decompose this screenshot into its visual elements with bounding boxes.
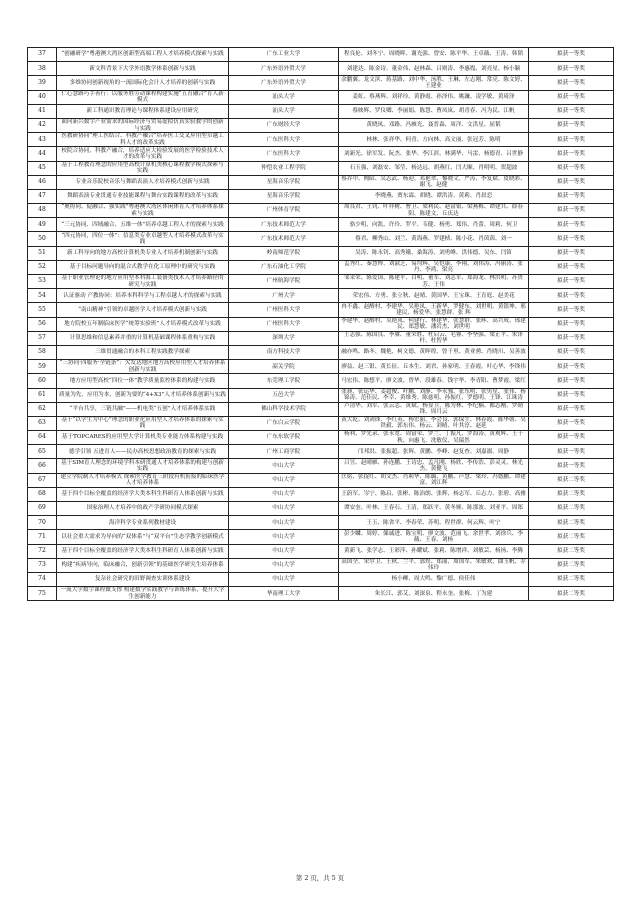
team-members: 王玉、陈省平、李春荣、苏明、程世群、何云辉、叶宁: [339, 516, 529, 530]
table-row: [28, 118, 614, 132]
table-row: [28, 587, 614, 601]
team-members: 黄晓凤、邓路、冯雁光、聂普森、周洋、文洪星、屈韬: [339, 118, 529, 132]
row-number: 70: [28, 516, 57, 530]
row-number: 66: [28, 459, 57, 473]
team-members: 石玉强、刘磊安、邹莹、杨达远、胡燕红、闫大顺、肖明明、贺超波: [339, 161, 529, 175]
row-number: 41: [28, 104, 57, 118]
row-number: 48: [28, 204, 57, 218]
award-level: 拟获一等奖: [529, 62, 614, 76]
table-row: [28, 416, 614, 430]
row-number: 68: [28, 487, 57, 501]
university: 广东工业大学: [229, 48, 339, 62]
team-members: 周良君、王钊、叶祥树、曹卫、梁利民、赵富银、梁燕梅、谭建共、薛春阳、陈建文、丘庆达: [339, 204, 529, 218]
table-row: [28, 530, 614, 544]
project-title: 构建“疾病导向，临床融合，创新引领”的基础医学研究生培养体系: [57, 558, 229, 572]
university: 中山大学: [229, 487, 339, 501]
project-title: 舞蹈表演专业贯通专业技能课程与舞台实践课程的改革与实践: [57, 189, 229, 203]
row-number: 75: [28, 587, 57, 601]
row-number: 61: [28, 388, 57, 402]
row-number: 60: [28, 374, 57, 388]
team-members: 蔡映辉、罗仪卿、李丽娟、陈慧、曹凤岚、胡青春、冯为民、江帆: [339, 104, 529, 118]
award-level: 拟获一等奖: [529, 189, 614, 203]
row-number: 51: [28, 246, 57, 260]
university: 广州医科大学: [229, 303, 339, 317]
university: 广州医科大学: [229, 317, 339, 331]
university: 广州大学: [229, 289, 339, 303]
award-level: 拟获二等奖: [529, 544, 614, 558]
team-members: 冉不鑫、赵醒村、李建华、吴艳凤、王新华、罗健东、刘世明、黄银坤、邢建民、杨爱华、张慧群、张 辉: [339, 303, 529, 317]
row-number: 46: [28, 175, 57, 189]
award-level: 拟获一等奖: [529, 104, 614, 118]
team-members: 李建华、赵醒村、吴艳凤、何建行、林建华、张慧群、张辉、高兴成、邢建民、郑慧敏、潘岩杰、刘世明: [339, 317, 529, 331]
university: 深圳大学: [229, 331, 339, 345]
row-number: 43: [28, 133, 57, 147]
row-number: 64: [28, 431, 57, 445]
team-members: 黄新飞、张学志、王彩萍、孙耀斌、张莉、陈增祥、刘敏芸、杨扬、李腾: [339, 544, 529, 558]
award-level: 拟获一等奖: [529, 416, 614, 430]
table-row: [28, 218, 614, 232]
university: 广东财经大学: [229, 118, 339, 132]
award-level: 拟获一等奖: [529, 76, 614, 90]
project-title: “四元协同，四位一体”：信息类专业卓越型人才培养模式改革与实践: [57, 232, 229, 246]
project-title: 基于“以学生为中心”理念的职业化应用型人才培养体系的探索与实践: [57, 416, 229, 430]
team-members: 吴涛、陈永钊、高秀娥、桑海涛、刘勇峰、洪伟德、吴东、闫笛: [339, 246, 529, 260]
university: 汕头大学: [229, 104, 339, 118]
team-members: 程良伦、刘冬宁、周晓晖、谢光强、曾安、陈平华、王卓薇、王涛、韩韬: [339, 48, 529, 62]
row-number: 74: [28, 572, 57, 586]
team-members: 彭少麟、周婷、储诚进、陈宝明、廖文波、范丽飞、余世孝、刘徐兵、李薇、王春、刘杨: [339, 530, 529, 544]
team-members: 林林、张祥华、何青、方向林、高文丽、张冠芳、陈明: [339, 133, 529, 147]
table-row: [28, 90, 614, 104]
project-title: 复杂社会研究的田野调查实训体系建设: [57, 572, 229, 586]
awards-table: [27, 47, 614, 601]
team-members: 卢清华、刘军、张云志、黄斌、杨显卫、陈为林、李纪楠、都志刚、罗勋锋、周月云: [339, 402, 529, 416]
table-row: [28, 502, 614, 516]
project-title: 建立学院制人才培养模式 探索医学教育三阶段有机衔接的临床医学人才培养体系: [57, 473, 229, 487]
award-level: 拟获二等奖: [529, 572, 614, 586]
project-title: “三协同·四服务·全链条”：欠发达地区地方高校应用型人才培养体系创新与实践: [57, 360, 229, 374]
team-members: 谭安奎、叶林、王春石、王清、郑跃平、黄冬娅、陈那波、刘亚平、周郑: [339, 502, 529, 516]
table-row: [28, 431, 614, 445]
university: 南方科技大学: [229, 345, 339, 359]
table-row: [28, 558, 614, 572]
university: 广东医科大学: [229, 133, 339, 147]
award-level: 拟获一等奖: [529, 204, 614, 218]
award-level: 拟获一等奖: [529, 232, 614, 246]
project-title: 计算思维和信息素养并重的计算机基础课程体系重构与实践: [57, 331, 229, 345]
award-level: 拟获一等奖: [529, 345, 614, 359]
award-level: 拟获一等奖: [529, 331, 614, 345]
table-row: [28, 104, 614, 118]
table-row: [28, 161, 614, 175]
table-row: [28, 473, 614, 487]
award-level: 拟获一等奖: [529, 118, 614, 132]
project-title: 以社会重大需求为导向的“双体系”与“双平台”生态学教学创新模式: [57, 530, 229, 544]
table-row: [28, 232, 614, 246]
university: 仲恺农业工程学院: [229, 161, 339, 175]
project-title: 基于四个目标全覆盖的经济学大类本科生科研育人体系创新与实践: [57, 487, 229, 501]
project-title: “平台共享，三链共融”——机电类“五创”人才培养体系实践: [57, 402, 229, 416]
team-members: 骆少明、向凯、许玲、罗平、韦健、杨勇、郑伟、肖蕾、周莉、何卫: [339, 218, 529, 232]
university: 广东外语外贸大学: [229, 76, 339, 90]
row-number: 50: [28, 232, 57, 246]
university: 中山大学: [229, 473, 339, 487]
project-title: 基于目标问题导向的混合式教学在化工原理中的研究与实践: [57, 260, 229, 274]
university: 广东医科大学: [229, 147, 339, 161]
table-row: [28, 189, 614, 203]
project-title: 认证驱动 产教协同：培养本科科学与工程卓越人才的探索与实践: [57, 289, 229, 303]
award-level: 拟获一等奖: [529, 48, 614, 62]
table-row: [28, 445, 614, 459]
team-members: 邝邦洪、张振超、张辉、黄鹏、李峰、赵复查、刘嘉溺、周静: [339, 445, 529, 459]
table-row: [28, 317, 614, 331]
award-level: 拟获二等奖: [529, 487, 614, 501]
award-level: 拟获一等奖: [529, 275, 614, 289]
team-members: 匡铭、张捉红、胡文杰、肖莉华、陈璐、黄鹏、芦慧、梁玲、冯德鹏、谭建富、刘江辉: [339, 473, 529, 487]
award-level: 拟获一等奖: [529, 147, 614, 161]
project-title: 地方应用型高校“四位一体”教学质量监控体系的构建与实践: [57, 374, 229, 388]
project-title: 基于SIM育人理念的环境学科本研贯通人才培养体系的构建与创新实践: [57, 459, 229, 473]
row-number: 54: [28, 289, 57, 303]
university: 广东技术师范大学: [229, 232, 339, 246]
university: 中山大学: [229, 558, 339, 572]
university: 广东技术师范大学: [229, 218, 339, 232]
project-title: 基于TOPCARES的应用型大学计算机类专业能力体系构建与实践: [57, 431, 229, 445]
award-level: 拟获一等奖: [529, 459, 614, 473]
table-row: [28, 275, 614, 289]
project-title: 校院合协同，科教产融合，培养适应大检验发展的医学检验技术人才的改革与实践: [57, 147, 229, 161]
team-members: 余鹏翼、龙文滨、蒋基路、刘中华、汤胜、王琳、左志刚、常亮、陈文婷、王建业: [339, 76, 529, 90]
university: 五邑大学: [229, 388, 339, 402]
university: 汕头大学: [229, 90, 339, 104]
row-number: 49: [28, 218, 57, 232]
project-title: “三元协同、四域融合、五维一体”培养卓越工程人才的探索与实践: [57, 218, 229, 232]
award-level: 拟获二等奖: [529, 530, 614, 544]
team-members: 蔡乔中、陶昭、吴志武、杨迎、邓艳翠、黎晓文、严涛、李复斌、皮晓彩、谢飞、赵健: [339, 175, 529, 189]
row-number: 71: [28, 530, 57, 544]
award-level: 拟获一等奖: [529, 246, 614, 260]
team-members: 杨小柳、周大鸣、黎广德、侯佳伟: [339, 572, 529, 586]
project-title: 地方院校五年制临床医学“统筹实验班”人才培养模式改革与实践: [57, 317, 229, 331]
row-number: 39: [28, 76, 57, 90]
row-number: 37: [28, 48, 57, 62]
award-level: 拟获一等奖: [529, 374, 614, 388]
row-number: 62: [28, 402, 57, 416]
table-row: [28, 572, 614, 586]
team-members: 朱长江、郭艾、刘深泉、程永奎、张梅、丁为建: [339, 587, 529, 601]
award-level: 拟获一等奖: [529, 260, 614, 274]
table-row: [28, 303, 614, 317]
project-title: 医教研协同“理工医结合、科教产融合”培养医工交叉应用型卓越工科人才的改革实践: [57, 133, 229, 147]
university: 中山大学: [229, 544, 339, 558]
award-level: 拟获一等奖: [529, 90, 614, 104]
project-title: “创融研学”粤港澳大湾区创新型高端工程人才培养模式探索与实践: [57, 48, 229, 62]
row-number: 47: [28, 189, 57, 203]
award-level: 拟获二等奖: [529, 516, 614, 530]
project-title: 基于职业管理论的地方应用型本科海工装备类技术人才培养路径的研究与实践: [57, 275, 229, 289]
project-title: 三维贯通融合的本科工程实践教学探索: [57, 345, 229, 359]
table-row: [28, 289, 614, 303]
team-members: 刘建达、陈金诗、董金伟、赵林森、吕则涛、李惠胤、刘亮星、杨小颖: [339, 62, 529, 76]
project-title: 面向新兴数字产业需求的国际经济与贸易虚拟仿真实验教学的创新与实践: [57, 118, 229, 132]
university: 中山大学: [229, 502, 339, 516]
project-title: 质量为先、应用为本、创新为要的“4+X3”人才培养体系创新与实践: [57, 388, 229, 402]
table-row: [28, 487, 614, 501]
project-title: “南山精神”引领的卓越医学人才培养模式创新与实践: [57, 303, 229, 317]
table-row: [28, 345, 614, 359]
university: 广州体育学院: [229, 204, 339, 218]
project-title: 德学引领 五进育人——民办高校思想政治教育的探索与实践: [57, 445, 229, 459]
team-members: 杨利、罗先录、张永宽、周富荣、罗兰、丁振凡、罗海涛、黄观辉、王千秋、向惠飞、冼敏仪、吴瑞然: [339, 431, 529, 445]
table-row: [28, 388, 614, 402]
table-row: [28, 374, 614, 388]
university: 广东白云学院: [229, 416, 339, 430]
table-row: [28, 402, 614, 416]
award-level: 拟获二等奖: [529, 558, 614, 572]
award-level: 拟获一等奖: [529, 175, 614, 189]
university: 广东外语外贸大学: [229, 62, 339, 76]
university: 韶关学院: [229, 360, 339, 374]
row-number: 53: [28, 275, 57, 289]
table-row: [28, 516, 614, 530]
university: 佛山科学技术学院: [229, 402, 339, 416]
university: 华南理工大学: [229, 587, 339, 601]
project-title: 基于工程教育理念的应用型高校计算机类核心课程教学模式探索与实践: [57, 161, 229, 175]
university: 广东东软学院: [229, 431, 339, 445]
row-number: 38: [28, 62, 57, 76]
university: 广东石油化工学院: [229, 260, 339, 274]
row-number: 63: [28, 416, 57, 430]
team-members: 黄大乾、刘剑锋、李红英、杨宏丽、李会良、郭保生、林春霞、陈华朝、吴铁毅、郭东伟、杨云、刘晴、叶其淳、赵延: [339, 416, 529, 430]
award-level: 拟获一等奖: [529, 289, 614, 303]
project-title: 仁心慧路巧手善行：以服务胜劳动课程构建实施“五育融合”育人新模式: [57, 90, 229, 104]
table-row: [28, 133, 614, 147]
row-number: 45: [28, 161, 57, 175]
table-row: [28, 62, 614, 76]
university: 中山大学: [229, 572, 339, 586]
row-number: 42: [28, 118, 57, 132]
row-number: 59: [28, 360, 57, 374]
team-members: 荣宏伟、方勇、张立秋、赵晴、黄国华、王宝珠、王育庭、赵美花: [339, 289, 529, 303]
team-members: 王蔚军、岑宁、陈启、张彬、陈治朗、张辉、杨志军、丘志力、张碧、高雅: [339, 487, 529, 501]
table-row: [28, 147, 614, 161]
university: 星海音乐学院: [229, 189, 339, 203]
table-row: [28, 360, 614, 374]
row-number: 56: [28, 317, 57, 331]
award-level: 拟获一等奖: [529, 218, 614, 232]
team-members: 融亦鸣、路冬、魏艳、柯文德、黄晖煌、曾千里、黄业骋、肖晓川、吴善波: [339, 345, 529, 359]
table-row: [28, 204, 614, 218]
row-number: 65: [28, 445, 57, 459]
row-number: 67: [28, 473, 57, 487]
project-title: 多维协同创新视角的一流国际化会计人才培养的创新与实践: [57, 76, 229, 90]
table-row: [28, 459, 614, 473]
team-members: 蔡君、柳秀山、刘兰、黄海燕、罗建桢、陈小花、肖茵茵、刘一: [339, 232, 529, 246]
project-title: “奥协同、促融合、强实践”粤港澳大湾区体闲体育人才培养体系探索与实践: [57, 204, 229, 218]
team-members: 李晓燕、贾东霖、胡晓、谭洪涛、黄莉、肖晨恋: [339, 189, 529, 203]
team-members: 姜虹、蔡燕辉、刘祥玲、黄静霞、孙泽伟、姚濂、凌学敏、黄琦泽: [339, 90, 529, 104]
project-title: 新工科通识教育理论与课程体系建设应用研究: [57, 104, 229, 118]
table-row: [28, 331, 614, 345]
team-members: 王志强、陈国良、李赓、董荣胜、杜启云、毛睿、李坚强、梁正平、朱泽杆、杜智华: [339, 331, 529, 345]
row-number: 57: [28, 331, 57, 345]
university: 中山大学: [229, 530, 339, 544]
university: 中山大学: [229, 459, 339, 473]
project-title: 基于四个目标全覆盖的经济学大类本科生科研育人体系创新与实践: [57, 544, 229, 558]
table-row: [28, 48, 614, 62]
award-level: 拟获二等奖: [529, 587, 614, 601]
table-row: [28, 76, 614, 90]
row-number: 44: [28, 147, 57, 161]
team-members: 刘新光、徐军发、阮杰、张华、李江滨、林满华、马雷、杨德青、吕世静: [339, 147, 529, 161]
university: 星海音乐学院: [229, 175, 339, 189]
project-title: 新工科导向的地方高校计算机类专业人才培养机制创新与实践: [57, 246, 229, 260]
row-number: 52: [28, 260, 57, 274]
award-level: 拟获一等奖: [529, 445, 614, 459]
award-level: 拟获一等奖: [529, 317, 614, 331]
project-title: 海洋科学专业系列教材建设: [57, 516, 229, 530]
university: 广州工商学院: [229, 445, 339, 459]
table-row: [28, 246, 614, 260]
team-members: 廖益、赵三银、黄长征、丘本生、刘君、孙家明、王春霞、叶心华、李锋伟: [339, 360, 529, 374]
team-members: 邹采荣、陈爱国、陈建平、白明、董军、刘志军、郑海龙、林洪明、苏贵芳、王伟: [339, 275, 529, 289]
university: 东莞理工学院: [229, 374, 339, 388]
row-number: 40: [28, 90, 57, 104]
project-title: 国家治理人才培养中的政产学研协同模式探索: [57, 502, 229, 516]
award-level: 拟获一等奖: [529, 431, 614, 445]
award-level: 拟获一等奖: [529, 360, 614, 374]
award-level: 拟获一等奖: [529, 133, 614, 147]
project-title: 专业音乐院校音乐与舞蹈表演人才培养模式创新与实践: [57, 175, 229, 189]
team-members: 高国全、宋尔卫、王秋、兰平、郭煜、郑丽、周国军、朱敏欢、曲玉帆、乔伟玲: [339, 558, 529, 572]
row-number: 73: [28, 558, 57, 572]
table-row: [28, 260, 614, 274]
award-level: 拟获一等奖: [529, 402, 614, 416]
awards-table-section: [27, 47, 613, 601]
award-level: 拟获一等奖: [529, 303, 614, 317]
team-members: 马宏伟、陈想平、廖文波、曾华、段雄春、钱宇华、李青阳、曹梦霞、梁红: [339, 374, 529, 388]
award-level: 拟获一等奖: [529, 161, 614, 175]
table-row: [28, 544, 614, 558]
university: 广州航海学院: [229, 275, 339, 289]
project-title: 一流大学数字课程做支撑 构建数学实践教学与训练体系，提升大学生创新能力: [57, 587, 229, 601]
page-footer: 第 2 页，共 5 页: [295, 874, 345, 882]
team-members: 孟秀红、秦慧博、刘淑芝、易均辉、吴恺康、李翔、刘伟涛、冯丽涛、张丹、李鸿、梁亮: [339, 260, 529, 274]
row-number: 69: [28, 502, 57, 516]
row-number: 55: [28, 303, 57, 317]
university: 岭南师范学院: [229, 246, 339, 260]
project-title: 新文科背景下大学外语教学体系创新与实践: [57, 62, 229, 76]
table-row: [28, 175, 614, 189]
team-members: 吕昱、赵晴雁、孙连鹏、王诗忠、孟凡刚、杨欣、李传浩、彭灵灵、林光杰、黄健飞: [339, 459, 529, 473]
awards-table-body: [28, 48, 614, 601]
award-level: 拟获二等奖: [529, 502, 614, 516]
award-level: 拟获二等奖: [529, 473, 614, 487]
team-members: 张昶、张运华、姜超俊、叶鹏、刘静、李永強、张东明、张男星、张伟、杨锦涛、范佳民、李幸、黄维秀、陈慈明、孙振红、罗德明、王锋、江珠涛: [339, 388, 529, 402]
row-number: 72: [28, 544, 57, 558]
row-number: 58: [28, 345, 57, 359]
university: 中山大学: [229, 516, 339, 530]
award-level: 拟获一等奖: [529, 388, 614, 402]
